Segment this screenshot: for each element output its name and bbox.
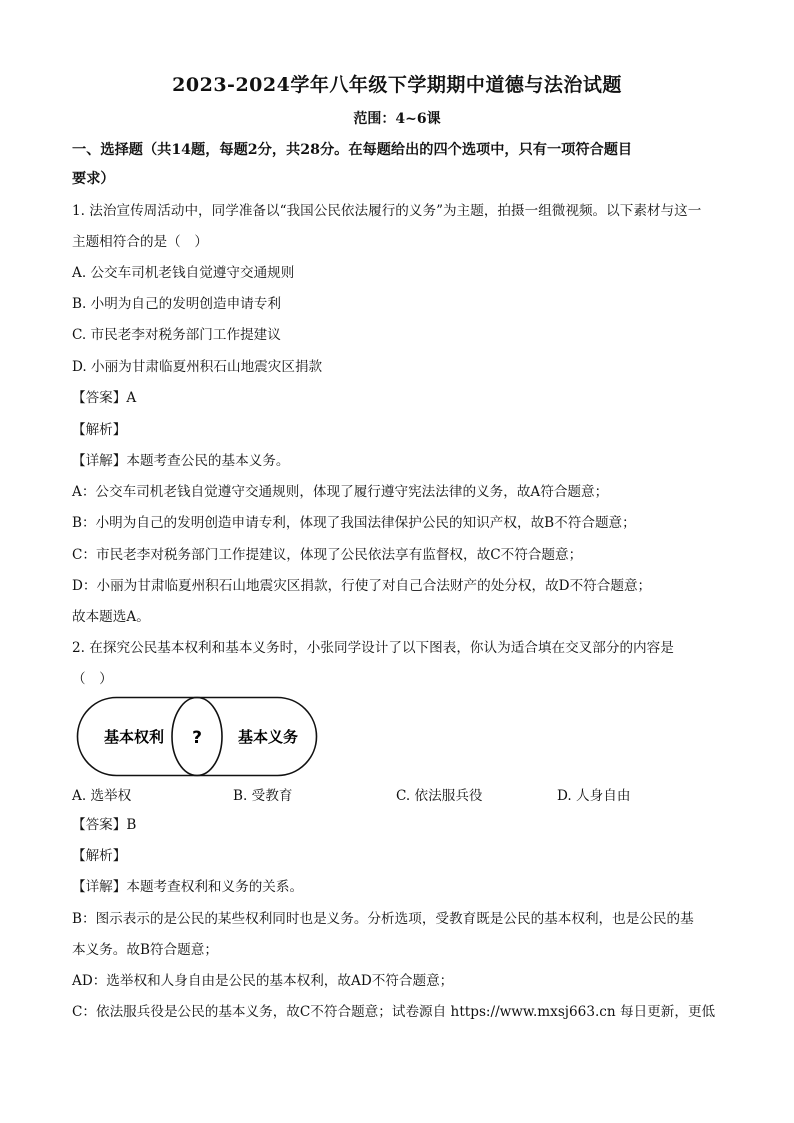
q2-explanation-c: C：依法服兵役是公民的基本义务，故C不符合题意；试卷源自 https://www.mxsj663.cn 每日更新，更低 bbox=[72, 1004, 716, 1020]
q2-options-row bbox=[72, 784, 732, 806]
q2-detail: 【详解】本题考查权利和义务的关系。 bbox=[72, 879, 304, 895]
diagram-right-label: 基本义务 bbox=[237, 728, 299, 746]
q1-explanation-b: B：小明为自己的发明创造申请专利，体现了我国法律保护公民的知识产权，故B不符合题意； bbox=[72, 515, 636, 531]
q2-answer: 【答案】B bbox=[72, 817, 137, 833]
q1-explanation-c: C：市民老李对税务部门工作提建议，体现了公民依法享有监督权，故C不符合题意； bbox=[72, 547, 583, 563]
q1-option-c: C. 市民老李对税务部门工作提建议 bbox=[72, 327, 281, 343]
diagram-svg bbox=[76, 696, 318, 778]
section-header-line1: 一、选择题（共14题，每题2分，共28分。在每题给出的四个选项中，只有一项符合题目 bbox=[72, 142, 633, 158]
rights-duties-diagram bbox=[76, 696, 318, 778]
q1-explanation-d: D：小丽为甘肃临夏州积石山地震灾区捐款，行使了对自己合法财产的处分权，故D不符合题意； bbox=[72, 578, 652, 594]
q1-option-a: A. 公交车司机老钱自觉遵守交通规则 bbox=[72, 265, 295, 281]
q1-option-b: B. 小明为自己的发明创造申请专利 bbox=[72, 296, 281, 312]
q2-stem-line1: 2. 在探究公民基本权利和基本义务时，小张同学设计了以下图表，你认为适合填在交叉部分的内容是 bbox=[72, 640, 674, 656]
q2-option-d: D. 人身自由 bbox=[557, 788, 631, 804]
q1-explanation-a: A：公交车司机老钱自觉遵守交通规则，体现了履行遵守宪法法律的义务，故A符合题意； bbox=[72, 484, 609, 500]
q1-stem-line2: 主题相符合的是（ ） bbox=[72, 234, 208, 250]
q2-explanation-b-line2: 本义务。故B符合题意； bbox=[72, 942, 218, 958]
q1-stem-line1: 1. 法治宣传周活动中，同学准备以“我国公民依法履行的义务”为主题，拍摄一组微视频。以下素材与这一 bbox=[72, 203, 702, 219]
q2-explanation-ad: AD：选举权和人身自由是公民的基本权利，故AD不符合题意； bbox=[72, 973, 454, 989]
page-subtitle: 范围：4~6课 bbox=[353, 111, 441, 127]
q2-analysis-label: 【解析】 bbox=[72, 848, 127, 864]
section-header-line2: 要求） bbox=[72, 171, 115, 187]
q2-explanation-b-line1: B：图示表示的是公民的某些权利同时也是义务。分析选项，受教育既是公民的基本权利，也是公民的基 bbox=[72, 911, 694, 927]
q2-option-b: B. 受教育 bbox=[233, 788, 293, 804]
q1-detail: 【详解】本题考查公民的基本义务。 bbox=[72, 453, 290, 469]
q2-option-c: C. 依法服兵役 bbox=[396, 788, 483, 804]
q1-conclusion: 故本题选A。 bbox=[72, 609, 150, 625]
page-title: 2023-2024学年八年级下学期期中道德与法治试题 bbox=[172, 74, 622, 96]
diagram-left-label: 基本权利 bbox=[103, 728, 165, 746]
diagram-center-label: ? bbox=[192, 728, 202, 748]
q1-analysis-label: 【解析】 bbox=[72, 422, 127, 438]
q1-answer: 【答案】A bbox=[72, 390, 137, 406]
q1-option-d: D. 小丽为甘肃临夏州积石山地震灾区捐款 bbox=[72, 359, 323, 375]
q2-stem-line2: （ ） bbox=[72, 671, 113, 687]
q2-option-a: A. 选举权 bbox=[72, 788, 132, 804]
